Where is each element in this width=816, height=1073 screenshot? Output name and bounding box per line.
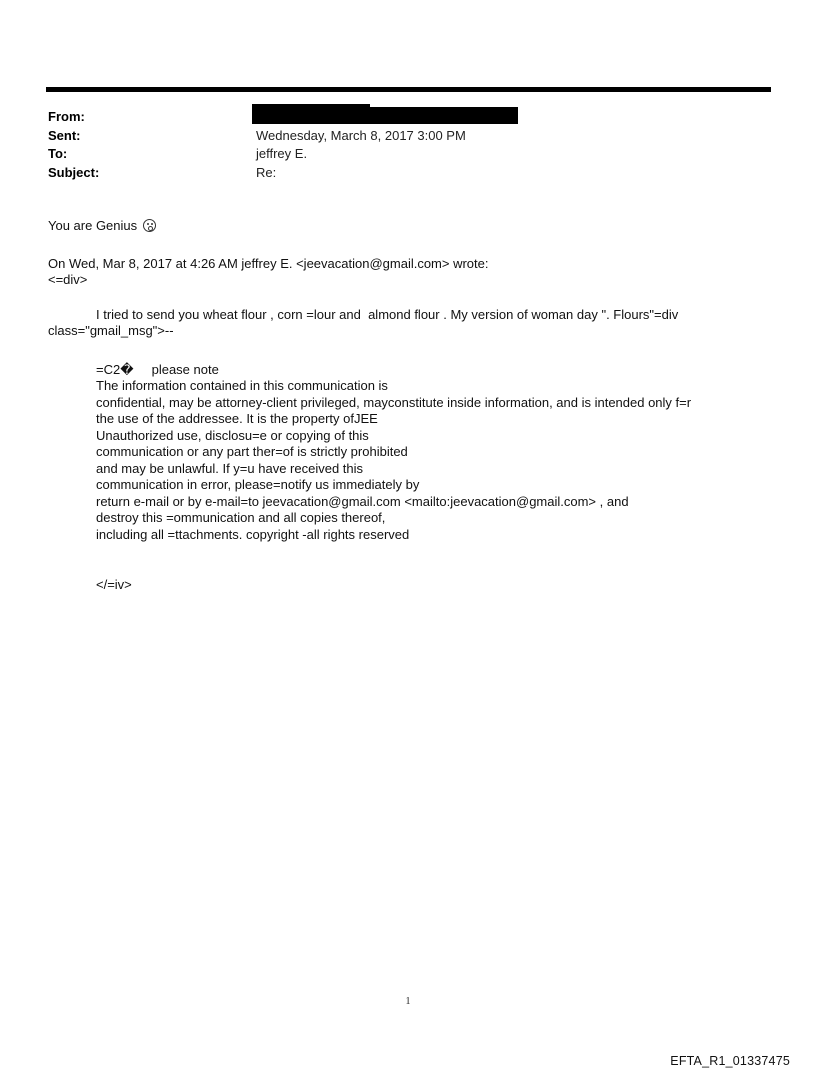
confidentiality-disclaimer: The information contained in this communication is confidential, may be attorney-client privileged, mayconstitute inside information, and is intended only f=r the use of the addressee. It is the property ofJEE Unauthorized use, disclosu=e or copying of this communication or any part ther=of is strictly prohibited and may be unlawful. If y=u have received this communication in error, please=notify us immediately by return e-mail or by e-mail=to jeevacation@gmail.com <mailto:jeevacation@gmail.com> , and destroy this =ommunication and all copies thereof, including all =ttachments. copyright -all rights reserved (96, 378, 692, 542)
quoted-message-line-2: class="gmail_msg">-- (48, 323, 174, 338)
subject-row (48, 164, 748, 183)
to-label: To: (48, 146, 68, 161)
to-value: jeffrey E. (256, 146, 308, 161)
subject-label: Subject: (48, 164, 100, 180)
sent-value: Wednesday, March 8, 2017 3:00 PM (256, 127, 466, 143)
from-redaction-bar (252, 107, 518, 124)
div-open-tag: <=div> (48, 272, 88, 287)
document-id: EFTA_R1_01337475 (670, 1054, 790, 1068)
greeting-line (48, 218, 156, 235)
to-row (48, 145, 748, 164)
subject-value: Re: (256, 164, 277, 180)
quote-intro: On Wed, Mar 8, 2017 at 4:26 AM jeffrey E. <jeevacation@gmail.com> wrote: (48, 256, 489, 271)
sent-row (48, 127, 748, 146)
page-number: 1 (405, 996, 411, 1007)
div-close-tag: </=iv> (96, 577, 132, 592)
header-divider (46, 87, 771, 92)
from-label: From: (48, 109, 85, 124)
greeting-text: You are Genius (48, 218, 138, 233)
sent-label: Sent: (48, 127, 81, 143)
please-note-line: =C2� please note (96, 362, 219, 377)
quoted-message-line-1: I tried to send you wheat flour , corn =lour and almond flour . My version of woman day ". Flours"=div (96, 307, 679, 322)
smiley-face-icon (143, 219, 156, 232)
